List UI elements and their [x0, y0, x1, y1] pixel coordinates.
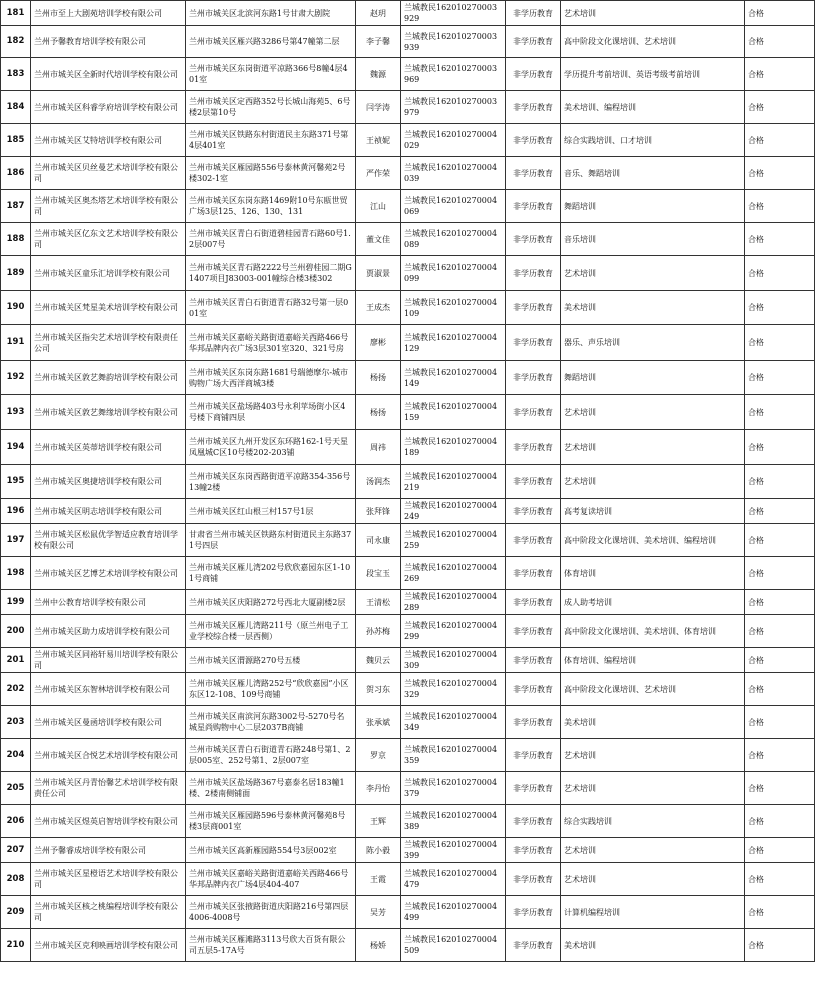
school-address: 兰州市城关区定西路352号长城山海苑5、6号楼2层第10号 — [186, 91, 356, 124]
training-scope: 学历提升考前培训、英语考级考前培训 — [561, 58, 745, 91]
school-address: 兰州市城关区庆阳路272号西北大厦副楼2层 — [186, 590, 356, 615]
legal-representative: 魏源 — [356, 58, 401, 91]
table-row — [1, 325, 815, 361]
school-address: 兰州市城关区雁园路556号泰林黄河馨苑2号楼302-1室 — [186, 157, 356, 190]
license-number: 兰城教民162010270004379 — [401, 772, 506, 805]
license-number: 兰城教民162010270003929 — [401, 1, 506, 26]
training-scope: 美术培训 — [561, 706, 745, 739]
school-name: 兰州市城关区指尖艺术培训学校有限责任公司 — [31, 325, 186, 361]
table-row — [1, 929, 815, 962]
school-name: 兰州市城关区助力成培训学校有限公司 — [31, 615, 186, 648]
education-type: 非学历教育 — [506, 465, 561, 499]
inspection-result: 合格 — [745, 805, 815, 838]
school-address: 兰州市城关区北滨河东路1号甘肃大剧院 — [186, 1, 356, 26]
license-number: 兰城教民162010270003969 — [401, 58, 506, 91]
education-type: 非学历教育 — [506, 557, 561, 590]
inspection-result: 合格 — [745, 291, 815, 325]
training-scope: 艺术培训 — [561, 430, 745, 465]
education-type: 非学历教育 — [506, 157, 561, 190]
school-address: 兰州市城关区九州开发区东环路162-1号天星凤凰城C区10号楼202-203铺 — [186, 430, 356, 465]
education-type: 非学历教育 — [506, 124, 561, 157]
inspection-result: 合格 — [745, 157, 815, 190]
training-scope: 高考复读培训 — [561, 499, 745, 524]
education-type: 非学历教育 — [506, 291, 561, 325]
inspection-result: 合格 — [745, 58, 815, 91]
legal-representative: 吴芳 — [356, 896, 401, 929]
license-number: 兰城教民162010270004309 — [401, 648, 506, 673]
school-address: 兰州市城关区雁儿湾202号欣欣嘉园东区1-101号商铺 — [186, 557, 356, 590]
school-name: 兰州予馨教育培训学校有限公司 — [31, 26, 186, 58]
legal-representative: 张拜锋 — [356, 499, 401, 524]
inspection-result: 合格 — [745, 863, 815, 896]
table-row — [1, 291, 815, 325]
school-address: 兰州市城关区红山根三村157号1层 — [186, 499, 356, 524]
education-type: 非学历教育 — [506, 896, 561, 929]
school-address: 兰州市城关区雁儿湾路252号“欣欣嘉园”小区东区12-108、109号商铺 — [186, 673, 356, 706]
education-type: 非学历教育 — [506, 361, 561, 395]
education-type: 非学历教育 — [506, 805, 561, 838]
license-number: 兰城教民162010270004509 — [401, 929, 506, 962]
school-name: 兰州市城关区东智林培训学校有限公司 — [31, 673, 186, 706]
school-name: 兰州市城关区松鼠优学智适应教育培训学校有限公司 — [31, 524, 186, 557]
inspection-result: 合格 — [745, 1, 815, 26]
training-scope: 艺术培训 — [561, 1, 745, 26]
education-type: 非学历教育 — [506, 838, 561, 863]
legal-representative: 魏贝云 — [356, 648, 401, 673]
education-type: 非学历教育 — [506, 863, 561, 896]
legal-representative: 王霞 — [356, 863, 401, 896]
table-row — [1, 430, 815, 465]
school-name: 兰州市城关区全新时代培训学校有限公司 — [31, 58, 186, 91]
training-scope: 综合实践培训 — [561, 805, 745, 838]
school-name: 兰州市城关区梵星美术培训学校有限公司 — [31, 291, 186, 325]
education-type: 非学历教育 — [506, 772, 561, 805]
school-address: 兰州市城关区雁园路596号泰林黄河馨苑8号楼3层商001室 — [186, 805, 356, 838]
training-scope: 艺术培训 — [561, 465, 745, 499]
inspection-result: 合格 — [745, 896, 815, 929]
license-number: 兰城教民162010270004089 — [401, 223, 506, 256]
school-name: 兰州市城关区合悦艺术培训学校有限公司 — [31, 739, 186, 772]
legal-representative: 杨扬 — [356, 395, 401, 430]
inspection-result: 合格 — [745, 838, 815, 863]
school-address: 兰州市城关区雁滩路3113号欣大百货有限公司五层5-17A号 — [186, 929, 356, 962]
license-number: 兰城教民162010270004399 — [401, 838, 506, 863]
legal-representative: 杨娇 — [356, 929, 401, 962]
school-address: 兰州市城关区雁兴路3286号第47幢第二层 — [186, 26, 356, 58]
inspection-result: 合格 — [745, 256, 815, 291]
school-name: 兰州市城关区星橙语艺术培训学校有限公司 — [31, 863, 186, 896]
training-scope: 艺术培训 — [561, 256, 745, 291]
row-number: 190 — [1, 291, 31, 325]
school-name: 兰州市城关区奥杰塔艺术培训学校有限公司 — [31, 190, 186, 223]
education-type: 非学历教育 — [506, 499, 561, 524]
table-row — [1, 91, 815, 124]
education-type: 非学历教育 — [506, 524, 561, 557]
license-number: 兰城教民162010270004299 — [401, 615, 506, 648]
table-row — [1, 615, 815, 648]
row-number: 210 — [1, 929, 31, 962]
school-name: 兰州市城关区敦艺舞缘培训学校有限公司 — [31, 395, 186, 430]
legal-representative: 张承斌 — [356, 706, 401, 739]
legal-representative: 罗京 — [356, 739, 401, 772]
training-scope: 舞蹈培训 — [561, 190, 745, 223]
training-scope: 艺术培训 — [561, 863, 745, 896]
inspection-result: 合格 — [745, 124, 815, 157]
inspection-result: 合格 — [745, 395, 815, 430]
training-scope: 高中阶段文化课培训、美术培训、体育培训 — [561, 615, 745, 648]
table-row — [1, 499, 815, 524]
education-type: 非学历教育 — [506, 590, 561, 615]
inspection-result: 合格 — [745, 190, 815, 223]
inspection-result: 合格 — [745, 557, 815, 590]
school-name: 兰州市城关区核之桃编程培训学校有限公司 — [31, 896, 186, 929]
training-scope: 计算机编程培训 — [561, 896, 745, 929]
license-number: 兰城教民162010270004499 — [401, 896, 506, 929]
legal-representative: 周祎 — [356, 430, 401, 465]
row-number: 196 — [1, 499, 31, 524]
table-row — [1, 190, 815, 223]
table-row — [1, 772, 815, 805]
education-type: 非学历教育 — [506, 223, 561, 256]
training-scope: 艺术培训 — [561, 772, 745, 805]
education-type: 非学历教育 — [506, 26, 561, 58]
license-number: 兰城教民162010270004349 — [401, 706, 506, 739]
school-address: 兰州市城关区盐场路367号嘉泰名居183幢1楼、2楼南侧铺面 — [186, 772, 356, 805]
legal-representative: 贺习东 — [356, 673, 401, 706]
license-number: 兰城教民162010270004129 — [401, 325, 506, 361]
row-number: 194 — [1, 430, 31, 465]
training-scope: 高中阶段文化课培训、艺术培训 — [561, 26, 745, 58]
school-address: 兰州市城关区嘉峪关路街道嘉峪关西路466号华邦品牌内衣广场3层301室320、321号房 — [186, 325, 356, 361]
legal-representative: 王清松 — [356, 590, 401, 615]
table-row — [1, 648, 815, 673]
row-number: 199 — [1, 590, 31, 615]
education-type: 非学历教育 — [506, 739, 561, 772]
row-number: 195 — [1, 465, 31, 499]
inspection-result: 合格 — [745, 325, 815, 361]
school-address: 兰州市城关区青白石街道青石路248号第1、2层005室、252号第1、2层007室 — [186, 739, 356, 772]
table-row — [1, 361, 815, 395]
row-number: 185 — [1, 124, 31, 157]
training-scope: 音乐培训 — [561, 223, 745, 256]
school-name: 兰州市城关区奥捷培训学校有限公司 — [31, 465, 186, 499]
training-scope: 美术培训、编程培训 — [561, 91, 745, 124]
school-address: 兰州市城关区青石路2222号兰州碧桂园二期G1407项目J83003-001幢综合楼3楼302 — [186, 256, 356, 291]
table-row — [1, 805, 815, 838]
training-scope: 音乐、舞蹈培训 — [561, 157, 745, 190]
legal-representative: 孙苏梅 — [356, 615, 401, 648]
legal-representative: 杨扬 — [356, 361, 401, 395]
school-name: 兰州市城关区敦艺舞韵培训学校有限公司 — [31, 361, 186, 395]
table-row — [1, 706, 815, 739]
school-address: 兰州市城关区铁路东村街道民主东路371号第4层401室 — [186, 124, 356, 157]
training-scope: 美术培训 — [561, 291, 745, 325]
inspection-result: 合格 — [745, 223, 815, 256]
education-type: 非学历教育 — [506, 430, 561, 465]
legal-representative: 闫学涛 — [356, 91, 401, 124]
license-number: 兰城教民162010270004029 — [401, 124, 506, 157]
license-number: 兰城教民162010270004389 — [401, 805, 506, 838]
school-name: 兰州市城关区艾特培训学校有限公司 — [31, 124, 186, 157]
legal-representative: 董文佳 — [356, 223, 401, 256]
education-type: 非学历教育 — [506, 648, 561, 673]
table-row — [1, 557, 815, 590]
school-name: 兰州市城关区明志培训学校有限公司 — [31, 499, 186, 524]
school-name: 兰州市城关区童乐汇培训学校有限公司 — [31, 256, 186, 291]
school-address: 兰州市城关区雁儿湾路211号（原兰州电子工业学校综合楼一层西侧） — [186, 615, 356, 648]
row-number: 193 — [1, 395, 31, 430]
row-number: 200 — [1, 615, 31, 648]
legal-representative: 王祯妮 — [356, 124, 401, 157]
row-number: 192 — [1, 361, 31, 395]
legal-representative: 李子馨 — [356, 26, 401, 58]
row-number: 208 — [1, 863, 31, 896]
legal-representative: 汤润杰 — [356, 465, 401, 499]
license-number: 兰城教民162010270004329 — [401, 673, 506, 706]
table-row — [1, 673, 815, 706]
license-number: 兰城教民162010270004249 — [401, 499, 506, 524]
row-number: 188 — [1, 223, 31, 256]
school-name: 兰州市城关区贝丝曼艺术培训学校有限公司 — [31, 157, 186, 190]
table-row — [1, 256, 815, 291]
education-type: 非学历教育 — [506, 706, 561, 739]
inspection-result: 合格 — [745, 499, 815, 524]
row-number: 186 — [1, 157, 31, 190]
inspection-result: 合格 — [745, 361, 815, 395]
training-scope: 美术培训 — [561, 929, 745, 962]
table-row — [1, 157, 815, 190]
school-name: 兰州市城关区丹青怡馨艺术培训学校有限责任公司 — [31, 772, 186, 805]
legal-representative: 陈小毅 — [356, 838, 401, 863]
table-row — [1, 465, 815, 499]
training-scope: 高中阶段文化课培训、艺术培训 — [561, 673, 745, 706]
education-type: 非学历教育 — [506, 395, 561, 430]
table-row — [1, 896, 815, 929]
license-number: 兰城教民162010270004159 — [401, 395, 506, 430]
legal-representative: 段宝玉 — [356, 557, 401, 590]
row-number: 201 — [1, 648, 31, 673]
education-type: 非学历教育 — [506, 1, 561, 26]
school-address: 兰州市城关区青白石街道青石路32号第一层001室 — [186, 291, 356, 325]
school-address: 兰州市城关区东岗西路街道平凉路354-356号13幢2楼 — [186, 465, 356, 499]
row-number: 198 — [1, 557, 31, 590]
table-row — [1, 58, 815, 91]
table-row — [1, 590, 815, 615]
school-name: 兰州市至上大剧苑培训学校有限公司 — [31, 1, 186, 26]
training-scope: 舞蹈培训 — [561, 361, 745, 395]
license-number: 兰城教民162010270004149 — [401, 361, 506, 395]
license-number: 兰城教民162010270004099 — [401, 256, 506, 291]
training-scope: 艺术培训 — [561, 739, 745, 772]
table-row — [1, 524, 815, 557]
training-scope: 体育培训 — [561, 557, 745, 590]
license-number: 兰城教民162010270003939 — [401, 26, 506, 58]
school-address: 兰州市城关区张掖路街道庆阳路216号第四层4006-4008号 — [186, 896, 356, 929]
school-address: 兰州市城关区东岗街道平凉路366号8幢4层401室 — [186, 58, 356, 91]
license-number: 兰城教民162010270004219 — [401, 465, 506, 499]
license-number: 兰城教民162010270004069 — [401, 190, 506, 223]
school-name: 兰州中公教育培训学校有限公司 — [31, 590, 186, 615]
row-number: 209 — [1, 896, 31, 929]
education-type: 非学历教育 — [506, 929, 561, 962]
legal-representative: 李丹怡 — [356, 772, 401, 805]
inspection-result: 合格 — [745, 465, 815, 499]
school-name: 兰州市城关区克利映画培训学校有限公司 — [31, 929, 186, 962]
legal-representative: 廖彬 — [356, 325, 401, 361]
license-number: 兰城教民162010270004259 — [401, 524, 506, 557]
row-number: 202 — [1, 673, 31, 706]
school-name: 兰州市城关区煜英启智培训学校有限公司 — [31, 805, 186, 838]
training-scope: 综合实践培训、口才培训 — [561, 124, 745, 157]
license-number: 兰城教民162010270003979 — [401, 91, 506, 124]
legal-representative: 王辉 — [356, 805, 401, 838]
legal-representative: 司永康 — [356, 524, 401, 557]
school-address: 兰州市城关区东岗东路1469附10号东瓯世贸广场3层125、126、130、131 — [186, 190, 356, 223]
row-number: 205 — [1, 772, 31, 805]
license-number: 兰城教民162010270004039 — [401, 157, 506, 190]
legal-representative: 赵玥 — [356, 1, 401, 26]
license-number: 兰城教民162010270004189 — [401, 430, 506, 465]
education-type: 非学历教育 — [506, 58, 561, 91]
inspection-result: 合格 — [745, 772, 815, 805]
table-row — [1, 838, 815, 863]
inspection-result: 合格 — [745, 929, 815, 962]
education-type: 非学历教育 — [506, 673, 561, 706]
table-row — [1, 863, 815, 896]
table-row — [1, 739, 815, 772]
row-number: 204 — [1, 739, 31, 772]
training-scope: 高中阶段文化课培训、美术培训、编程培训 — [561, 524, 745, 557]
row-number: 189 — [1, 256, 31, 291]
row-number: 207 — [1, 838, 31, 863]
table-row — [1, 124, 815, 157]
inspection-result: 合格 — [745, 524, 815, 557]
training-scope: 成人助考培训 — [561, 590, 745, 615]
license-number: 兰城教民162010270004479 — [401, 863, 506, 896]
inspection-result: 合格 — [745, 615, 815, 648]
school-name: 兰州市城关区艺博艺术培训学校有限公司 — [31, 557, 186, 590]
training-scope: 器乐、声乐培训 — [561, 325, 745, 361]
inspection-result: 合格 — [745, 706, 815, 739]
license-number: 兰城教民162010270004359 — [401, 739, 506, 772]
training-scope: 体育培训、编程培训 — [561, 648, 745, 673]
row-number: 191 — [1, 325, 31, 361]
table-row — [1, 1, 815, 26]
school-address: 兰州市城关区南滨河东路3002号-5270号名城星尚购物中心二层2037B商铺 — [186, 706, 356, 739]
school-name: 兰州市城关区曼函培训学校有限公司 — [31, 706, 186, 739]
row-number: 182 — [1, 26, 31, 58]
school-name: 兰州予馨睿成培训学校有限公司 — [31, 838, 186, 863]
row-number: 184 — [1, 91, 31, 124]
legal-representative: 江山 — [356, 190, 401, 223]
inspection-result: 合格 — [745, 26, 815, 58]
school-address: 甘肃省兰州市城关区铁路东村街道民主东路371号四层 — [186, 524, 356, 557]
inspection-result: 合格 — [745, 673, 815, 706]
row-number: 206 — [1, 805, 31, 838]
table-row — [1, 26, 815, 58]
license-number: 兰城教民162010270004269 — [401, 557, 506, 590]
school-name: 兰州市城关区科睿学府培训学校有限公司 — [31, 91, 186, 124]
row-number: 197 — [1, 524, 31, 557]
table-row — [1, 395, 815, 430]
license-number: 兰城教民162010270004109 — [401, 291, 506, 325]
education-type: 非学历教育 — [506, 190, 561, 223]
training-scope: 艺术培训 — [561, 395, 745, 430]
table-row — [1, 223, 815, 256]
row-number: 183 — [1, 58, 31, 91]
school-address: 兰州市城关区嘉峪关路街道嘉峪关西路466号华邦品牌内衣广场4层404-407 — [186, 863, 356, 896]
license-number: 兰城教民162010270004289 — [401, 590, 506, 615]
school-name: 兰州市城关区亿东文艺术培训学校有限公司 — [31, 223, 186, 256]
inspection-result: 合格 — [745, 739, 815, 772]
inspection-result: 合格 — [745, 430, 815, 465]
school-name: 兰州市城关区同裕轩易川培训学校有限公司 — [31, 648, 186, 673]
row-number: 181 — [1, 1, 31, 26]
school-address: 兰州市城关区青白石街道碧桂园青石路60号1.2层007号 — [186, 223, 356, 256]
table-body — [1, 1, 815, 962]
school-address: 兰州市城关区渭源路270号五楼 — [186, 648, 356, 673]
inspection-result: 合格 — [745, 91, 815, 124]
education-type: 非学历教育 — [506, 256, 561, 291]
education-type: 非学历教育 — [506, 615, 561, 648]
training-scope: 艺术培训 — [561, 838, 745, 863]
inspection-result: 合格 — [745, 648, 815, 673]
row-number: 187 — [1, 190, 31, 223]
education-type: 非学历教育 — [506, 91, 561, 124]
school-address: 兰州市城关区盐场路403号永利苹场街小区4号楼下商铺四层 — [186, 395, 356, 430]
legal-representative: 贾淑景 — [356, 256, 401, 291]
school-address: 兰州市城关区高新雁园路554号3层002室 — [186, 838, 356, 863]
school-address: 兰州市城关区东岗东路1681号瑞德摩尔-城市购物广场大西洋商城3楼 — [186, 361, 356, 395]
education-type: 非学历教育 — [506, 325, 561, 361]
legal-representative: 严作荣 — [356, 157, 401, 190]
legal-representative: 王成杰 — [356, 291, 401, 325]
row-number: 203 — [1, 706, 31, 739]
school-name: 兰州市城关区英蒂培训学校有限公司 — [31, 430, 186, 465]
inspection-result: 合格 — [745, 590, 815, 615]
